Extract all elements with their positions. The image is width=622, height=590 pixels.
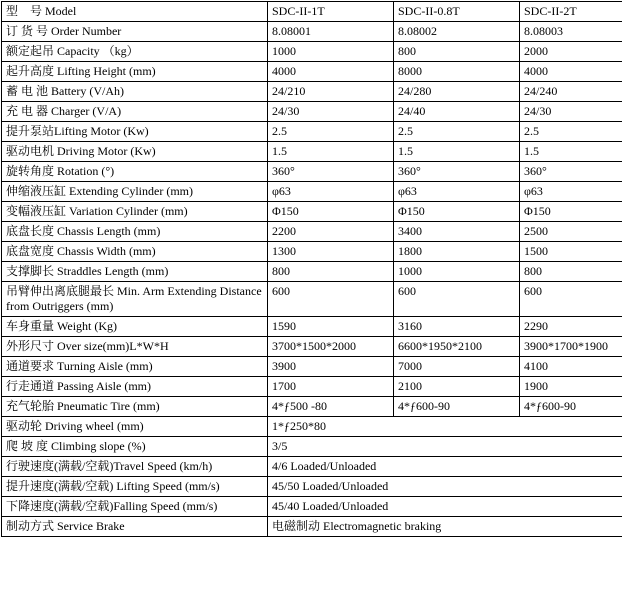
row-value-model-3: φ63 bbox=[520, 182, 622, 202]
table-body bbox=[2, 2, 622, 537]
row-value-model-1: 3700*1500*2000 bbox=[268, 337, 394, 357]
row-value-model-1: 2200 bbox=[268, 222, 394, 242]
row-label: 爬 坡 度 Climbing slope (%) bbox=[2, 437, 268, 457]
table-row bbox=[2, 317, 622, 337]
table-row bbox=[2, 122, 622, 142]
row-value-model-3: 360° bbox=[520, 162, 622, 182]
row-label: 车身重量 Weight (Kg) bbox=[2, 317, 268, 337]
row-value-model-3: 24/30 bbox=[520, 102, 622, 122]
row-value-model-3: 600 bbox=[520, 282, 622, 317]
row-value-all-models: 3/5 bbox=[268, 437, 622, 457]
row-label: 下降速度(满载/空载)Falling Speed (mm/s) bbox=[2, 497, 268, 517]
row-value-model-3: 1.5 bbox=[520, 142, 622, 162]
row-value-model-2: 360° bbox=[394, 162, 520, 182]
row-value-model-1: 1000 bbox=[268, 42, 394, 62]
row-value-model-2: φ63 bbox=[394, 182, 520, 202]
row-value-model-1: Φ150 bbox=[268, 202, 394, 222]
table-row bbox=[2, 82, 622, 102]
table-row bbox=[2, 62, 622, 82]
row-value-model-1: φ63 bbox=[268, 182, 394, 202]
row-label: 伸缩液压缸 Extending Cylinder (mm) bbox=[2, 182, 268, 202]
table-row bbox=[2, 162, 622, 182]
row-value-all-models: 45/40 Loaded/Unloaded bbox=[268, 497, 622, 517]
row-value-model-3: 24/240 bbox=[520, 82, 622, 102]
table-row bbox=[2, 437, 622, 457]
row-value-model-1: 1.5 bbox=[268, 142, 394, 162]
row-label: 变幅液压缸 Variation Cylinder (mm) bbox=[2, 202, 268, 222]
table-row bbox=[2, 397, 622, 417]
row-label: 驱动电机 Driving Motor (Kw) bbox=[2, 142, 268, 162]
row-value-model-3: 4100 bbox=[520, 357, 622, 377]
row-value-model-1: 4000 bbox=[268, 62, 394, 82]
row-value-model-2: 3160 bbox=[394, 317, 520, 337]
row-value-model-1: 1700 bbox=[268, 377, 394, 397]
row-label: 底盘宽度 Chassis Width (mm) bbox=[2, 242, 268, 262]
row-label: 行驶速度(满载/空载)Travel Speed (km/h) bbox=[2, 457, 268, 477]
row-value-model-1: 24/210 bbox=[268, 82, 394, 102]
row-value-model-1: 800 bbox=[268, 262, 394, 282]
row-label: 行走通道 Passing Aisle (mm) bbox=[2, 377, 268, 397]
row-value-model-1: 1300 bbox=[268, 242, 394, 262]
table-row bbox=[2, 2, 622, 22]
table-row bbox=[2, 242, 622, 262]
row-label: 通道要求 Turning Aisle (mm) bbox=[2, 357, 268, 377]
table-row bbox=[2, 377, 622, 397]
row-value-model-1: 600 bbox=[268, 282, 394, 317]
table-row bbox=[2, 477, 622, 497]
table-row bbox=[2, 42, 622, 62]
table-row bbox=[2, 337, 622, 357]
row-label: 充 电 器 Charger (V/A) bbox=[2, 102, 268, 122]
row-label: 额定起吊 Capacity （kg） bbox=[2, 42, 268, 62]
table-row bbox=[2, 202, 622, 222]
row-value-model-1: SDC-II-1T bbox=[268, 2, 394, 22]
row-label: 提升泵站Lifting Motor (Kw) bbox=[2, 122, 268, 142]
table-row bbox=[2, 497, 622, 517]
row-label: 提升速度(满载/空载) Lifting Speed (mm/s) bbox=[2, 477, 268, 497]
table-row bbox=[2, 22, 622, 42]
row-label: 充气轮胎 Pneumatic Tire (mm) bbox=[2, 397, 268, 417]
row-value-model-2: 1800 bbox=[394, 242, 520, 262]
row-value-model-3: SDC-II-2T bbox=[520, 2, 622, 22]
row-value-model-1: 2.5 bbox=[268, 122, 394, 142]
row-value-model-2: 1000 bbox=[394, 262, 520, 282]
row-label: 订 货 号 Order Number bbox=[2, 22, 268, 42]
row-value-model-1: 24/30 bbox=[268, 102, 394, 122]
row-value-model-2: Φ150 bbox=[394, 202, 520, 222]
row-value-model-3: 1900 bbox=[520, 377, 622, 397]
specifications-table bbox=[1, 1, 622, 537]
row-value-model-3: 2290 bbox=[520, 317, 622, 337]
row-label: 旋转角度 Rotation (°) bbox=[2, 162, 268, 182]
row-value-model-3: 8.08003 bbox=[520, 22, 622, 42]
row-value-model-2: 8.08002 bbox=[394, 22, 520, 42]
row-value-model-2: 3400 bbox=[394, 222, 520, 242]
row-value-model-2: 24/280 bbox=[394, 82, 520, 102]
row-value-model-2: 7000 bbox=[394, 357, 520, 377]
row-value-model-1: 8.08001 bbox=[268, 22, 394, 42]
row-value-model-3: 2.5 bbox=[520, 122, 622, 142]
row-value-all-models: 电磁制动 Electromagnetic braking bbox=[268, 517, 622, 537]
table-row bbox=[2, 182, 622, 202]
row-value-model-1: 3900 bbox=[268, 357, 394, 377]
table-row bbox=[2, 357, 622, 377]
row-value-model-3: 3900*1700*1900 bbox=[520, 337, 622, 357]
row-value-all-models: 4/6 Loaded/Unloaded bbox=[268, 457, 622, 477]
row-value-all-models: 1*ƒ250*80 bbox=[268, 417, 622, 437]
table-row bbox=[2, 262, 622, 282]
row-value-model-3: 4*ƒ600-90 bbox=[520, 397, 622, 417]
row-value-model-3: 1500 bbox=[520, 242, 622, 262]
row-value-model-2: 2.5 bbox=[394, 122, 520, 142]
row-value-model-3: 800 bbox=[520, 262, 622, 282]
row-label: 底盘长度 Chassis Length (mm) bbox=[2, 222, 268, 242]
table-row bbox=[2, 282, 622, 317]
table-row bbox=[2, 457, 622, 477]
table-row bbox=[2, 417, 622, 437]
row-value-model-2: 2100 bbox=[394, 377, 520, 397]
table-row bbox=[2, 222, 622, 242]
row-value-model-2: 8000 bbox=[394, 62, 520, 82]
row-value-model-3: 2500 bbox=[520, 222, 622, 242]
row-value-model-2: 4*ƒ600-90 bbox=[394, 397, 520, 417]
row-label: 驱动轮 Driving wheel (mm) bbox=[2, 417, 268, 437]
row-label: 制动方式 Service Brake bbox=[2, 517, 268, 537]
row-value-model-2: 600 bbox=[394, 282, 520, 317]
row-value-model-1: 360° bbox=[268, 162, 394, 182]
table-row bbox=[2, 517, 622, 537]
row-value-model-2: 800 bbox=[394, 42, 520, 62]
row-value-model-2: SDC-II-0.8T bbox=[394, 2, 520, 22]
row-value-model-1: 1590 bbox=[268, 317, 394, 337]
table-row bbox=[2, 102, 622, 122]
row-label: 起升高度 Lifting Height (mm) bbox=[2, 62, 268, 82]
table-row bbox=[2, 142, 622, 162]
row-value-model-2: 6600*1950*2100 bbox=[394, 337, 520, 357]
row-label: 蓄 电 池 Battery (V/Ah) bbox=[2, 82, 268, 102]
row-value-model-1: 4*ƒ500 -80 bbox=[268, 397, 394, 417]
row-label: 吊臂伸出离底腿最长 Min. Arm Extending Distance from Outriggers (mm) bbox=[2, 282, 268, 317]
row-value-model-2: 24/40 bbox=[394, 102, 520, 122]
row-label: 支撑脚长 Straddles Length (mm) bbox=[2, 262, 268, 282]
row-value-model-3: 2000 bbox=[520, 42, 622, 62]
row-value-model-3: 4000 bbox=[520, 62, 622, 82]
row-value-all-models: 45/50 Loaded/Unloaded bbox=[268, 477, 622, 497]
row-value-model-2: 1.5 bbox=[394, 142, 520, 162]
row-label: 外形尺寸 Over size(mm)L*W*H bbox=[2, 337, 268, 357]
row-label: 型 号 Model bbox=[2, 2, 268, 22]
row-value-model-3: Φ150 bbox=[520, 202, 622, 222]
